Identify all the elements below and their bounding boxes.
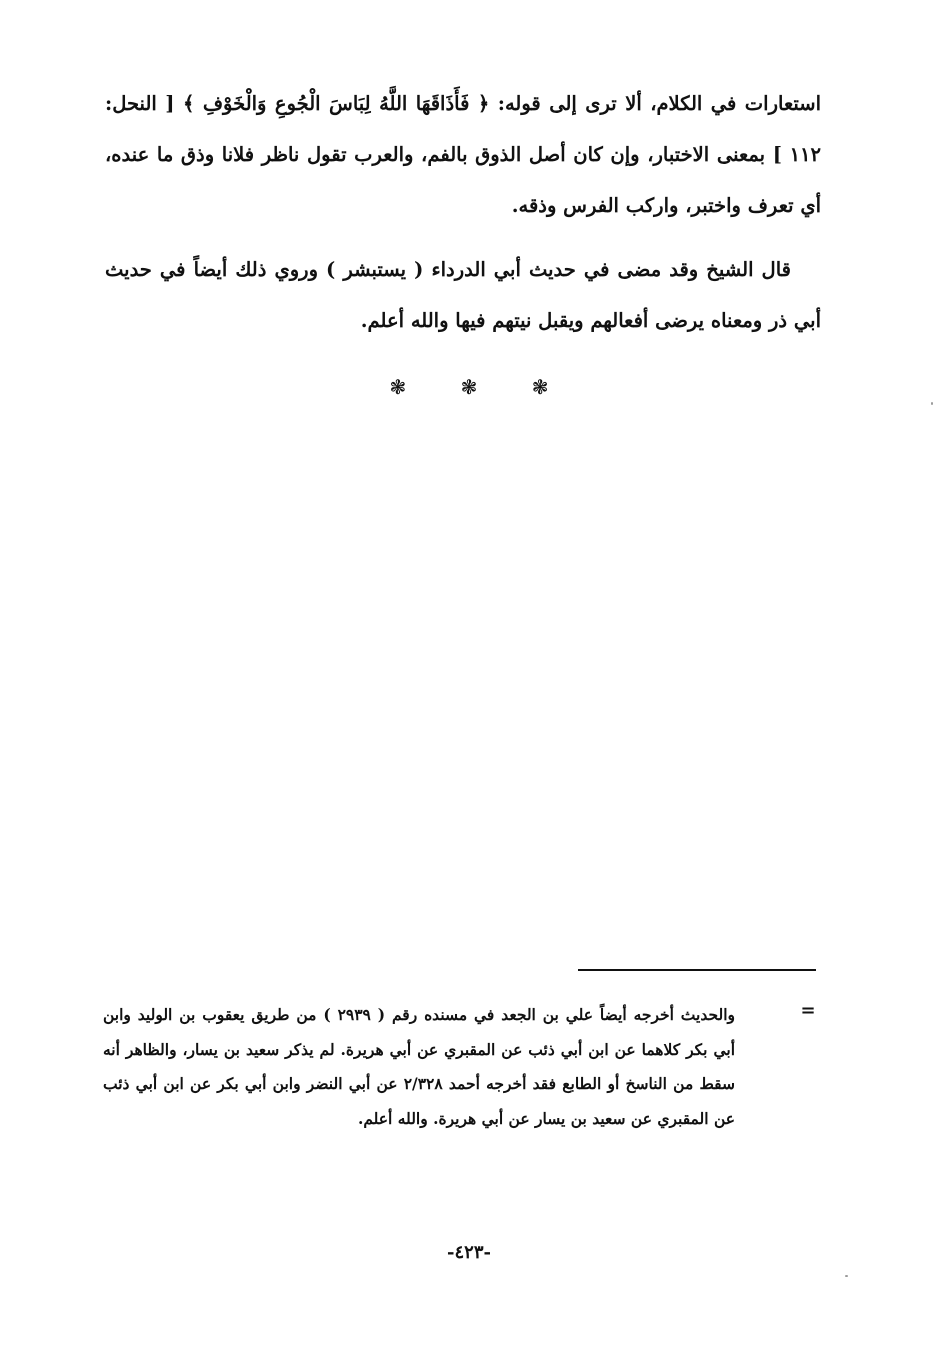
page-number: -٤٢٣- bbox=[447, 1242, 491, 1263]
body-paragraph-2: قال الشيخ وقد مضى في حديث أبي الدرداء ( يستبشر ) وروي ذلك أيضاً في حديث أبي ذر ومعناه يرضى أفعالهم ويقبل نيتهم فيها والله أعلم. bbox=[105, 258, 821, 332]
footnote-divider bbox=[578, 969, 816, 971]
scan-speck bbox=[931, 402, 933, 405]
footnote-text: والحديث أخرجه أيضاً علي بن الجعد في مسنده رقم ( ٢٩٣٩ ) من طريق يعقوب بن الوليد وابن أبي بكر كلاهما عن ابن أبي ذئب عن المقبري عن أبي هريرة. لم يذكر سعيد بن يسار، والظاهر أنه سقط من الناسخ أو الطابع فقد أخرجه أحمد ٢/٣٢٨ عن أبي النضر وابن أبي بكر عن ابن أبي ذئب عن المقبري عن سعيد بن يسار عن أبي هريرة. والله أعلم. bbox=[103, 1005, 735, 1128]
section-separator bbox=[0, 372, 938, 402]
footnote-continuation-marker: = bbox=[800, 1000, 816, 1021]
body-paragraph-1: استعارات في الكلام، ألا ترى إلى قوله: ﴿ فَأَذَاقَهَا اللَّهُ لِبَاسَ الْجُوعِ وَالْخَوْفِ ﴾ [ النحل: ١١٢ ] بمعنى الاختبار، وإن كان أصل الذوق بالفم، والعرب تقول ناظر فلانا وذق ما عنده، أي تعرف واختبر، واركب الفرس وذقه. bbox=[105, 92, 821, 217]
separator-star-icon: ❃ bbox=[460, 375, 478, 399]
separator-star-icon: ❃ bbox=[531, 375, 549, 399]
scan-speck bbox=[845, 1275, 848, 1277]
separator-star-icon: ❃ bbox=[389, 375, 407, 399]
